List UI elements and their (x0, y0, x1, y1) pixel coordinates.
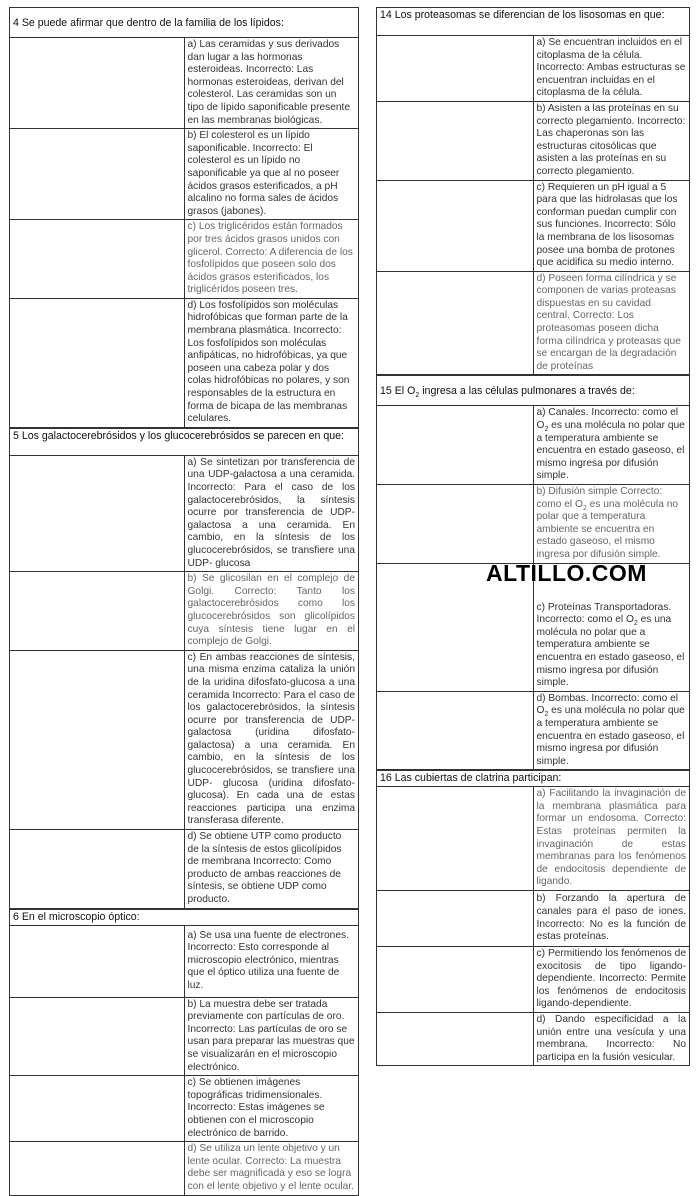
question-14-option-d: d) Poseen forma cilíndrica y se componen de varias proteasas dispuestas en su cavidad central. Correcto: Los proteasomas poseen dicha forma cilíndrica y proteasas que se encargan de la degradación de proteínas (533, 271, 690, 375)
question-15-title: 15 El $O_2$ ingresa a las células pulmonares a través de: (377, 376, 690, 406)
question-16-option-b: b) Forzando la apertura de canales para el paso de iones. Incorrecto: No es la función de estas proteínas. (533, 891, 690, 947)
question-16 (376, 770, 690, 1066)
question-16-option-d: d) Dando especificidad a la unión entre una vesícula y una membrana. Incorrecto: No participa en la fusión vesicular. (533, 1013, 690, 1066)
question-15-option-c: c) Proteínas Transportadoras. Incorrecto: como el $O_2$ es una molécula no polar que a temperatura ambiente se encuentra en estado gaseoso, el mismo ingresa por difusión simple. (533, 563, 690, 691)
question-14 (376, 7, 690, 375)
question-4-option-a: a) Las ceramidas y sus derivados dan lugar a las hormonas esteroideas. Incorrecto: Las hormonas esteroideas, derivan del colesterol. Las ceramidas son un tipo de lípido saponificable presente en las membranas biológicas. (184, 38, 359, 129)
question-14-option-b: b) Asisten a las proteínas en su correcto plegamiento. Incorrecto: Las chaperonas son las estructuras citosólicas que asisten a las proteínas en su correcto plegamiento. (533, 101, 690, 180)
question-15-option-b: b) Difusión simple Correcto: como el $O_2$ es una molécula no polar que a temperatura ambiente se encuentra en estado gaseoso, el mismo ingresa por difusión simple. (533, 485, 690, 564)
right-column (376, 7, 690, 1066)
question-5-option-b: b) Se glicosilan en el complejo de Golgi. Correcto: Tanto los galactocerebrósidos como los glucocerebrósidos son glicolípidos cuya síntesis tiene lugar en el complejo de Golgi. (184, 572, 359, 651)
question-15-option-d: d) Bombas. Incorrecto: como el $O_2$ es una molécula no polar que a temperatura ambiente se encuentra en estado gaseoso, el mismo ingresa por difusión simple. (533, 691, 690, 770)
question-14-option-c: c) Requieren un pH igual a 5 para que las hidrolasas que los conforman puedan cumplir con sus funciones. Incorrecto: Sólo la membrana de los lisosomas posee una bomba de protones que acidifica su medio interno. (533, 180, 690, 271)
question-4-option-c: c) Los triglicéridos están formados por tres ácidos grasos unidos con glicerol. Correcto: A diferencia de los fosfolípidos que poseen solo dos ácidos grasos esterificados, los triglicéridos poseen tres. (184, 220, 359, 299)
question-4-title: 4 Se puede afirmar que dentro de la familia de los lípidos: (10, 8, 359, 38)
question-6-title: 6 En el microscopio óptico: (10, 909, 359, 925)
question-6-option-a: a) Se usa una fuente de electrones. Incorrecto: Esto corresponde al microscopio electrónico, mientras que el óptico utiliza una fuente de luz. (184, 925, 359, 997)
question-16-option-a: a) Facilitando la invaginación de la membrana plasmática para formar un endosoma. Correcto: Estas proteínas permiten la invaginación de estas membranas para los fenómenos de endocitosis dependiente de ligando. (533, 787, 690, 891)
question-15-option-a: a) Canales. Incorrecto: como el $O_2$ es una molécula no polar que a temperatura ambiente se encuentra en estado gaseoso, el mismo ingresa por difusión simple. (533, 406, 690, 485)
question-5-option-c: c) En ambas reacciones de síntesis, una misma enzima cataliza la unión de la uridina difosfato-glucosa a una ceramida Incorrecto: Para el caso de los galactocerebrósidos, la síntesis ocurre por transferencia de UDP-galactosa (uridina difosfato- galactosa) a una ceramida. En cambio, en la síntesis de los glucocerebrósidos, se transfiere una UDP- glucosa (uridina difosfato-glucosa). En cada una de estas reacciones participa una enzima transferasa diferente. (184, 650, 359, 829)
question-6 (9, 909, 359, 1196)
question-6-option-c: c) Se obtienen imágenes topográficas tridimensionales. Incorrecto: Estas imágenes se obtienen con el microscopio electrónico de barrido. (184, 1076, 359, 1142)
altillo-watermark-logo: ALTILLO.COM (486, 560, 647, 586)
question-5 (9, 428, 359, 909)
question-6-option-b: b) La muestra debe ser tratada previamente con partículas de oro. Incorrecto: Las partículas de oro se usan para preparar las muestras que se visualizarán en el microscopio electrónico. (184, 997, 359, 1076)
question-14-option-a: a) Se encuentran incluidos en el citoplasma de la célula. Incorrecto: Ambas estructuras se encuentran incluidas en el citoplasma de la célula. (533, 36, 690, 102)
question-4-option-b: b) El colesterol es un lípido saponificable. Incorrecto: El colesterol es un lípido no saponificable ya que al no poseer ácidos grasos esterificados, a pH alcalino no forma sales de ácidos grasos (jabones). (184, 129, 359, 220)
question-5-option-d: d) Se obtiene UTP como producto de la síntesis de estos glicolípidos de membrana Incorrecto: Como producto de ambas reacciones de síntesis, se obtiene UDP como producto. (184, 830, 359, 909)
question-6-option-d: d) Se utiliza un lente objetivo y un lente ocular. Correcto: La muestra debe ser magnificada y eso se logra con el lente objetivo y el lente ocular. (184, 1142, 359, 1195)
question-16-title: 16 Las cubiertas de clatrina participan: (377, 771, 690, 787)
question-4-option-d: d) Los fosfolípidos son moléculas hidrofóbicas que forman parte de la membrana plasmática. Incorrecto: Los fosfolípidos son moléculas anfipáticas, no hidrofóbicas, ya que poseen una cabeza polar y dos colas hidrofóbicas no polares, y son responsables de la estructura en forma de bicapa de las membranas celulares. (184, 298, 359, 427)
left-column (9, 7, 359, 1196)
question-4 (9, 7, 359, 428)
question-5-title: 5 Los galactocerebrósidos y los glucocerebrósidos se parecen en que: (10, 428, 359, 455)
question-14-title: 14 Los proteasomas se diferencian de los lisosomas en que: (377, 8, 690, 36)
question-16-option-c: c) Permitiendo los fenómenos de exocitosis de tipo ligando-dependiente. Incorrecto: Permite los fenómenos de endocitosis ligando-dependiente. (533, 947, 690, 1013)
question-5-option-a: a) Se sintetizan por transferencia de una UDP-galactosa a una ceramida. Incorrecto: Para el caso de los galactocerebrósidos, la síntesis ocurre por transferencia de UDP-galactosa a una ceramida. En cambio, en la síntesis de los glucocerebrósidos, se transfiere una UDP- glucosa (184, 455, 359, 571)
